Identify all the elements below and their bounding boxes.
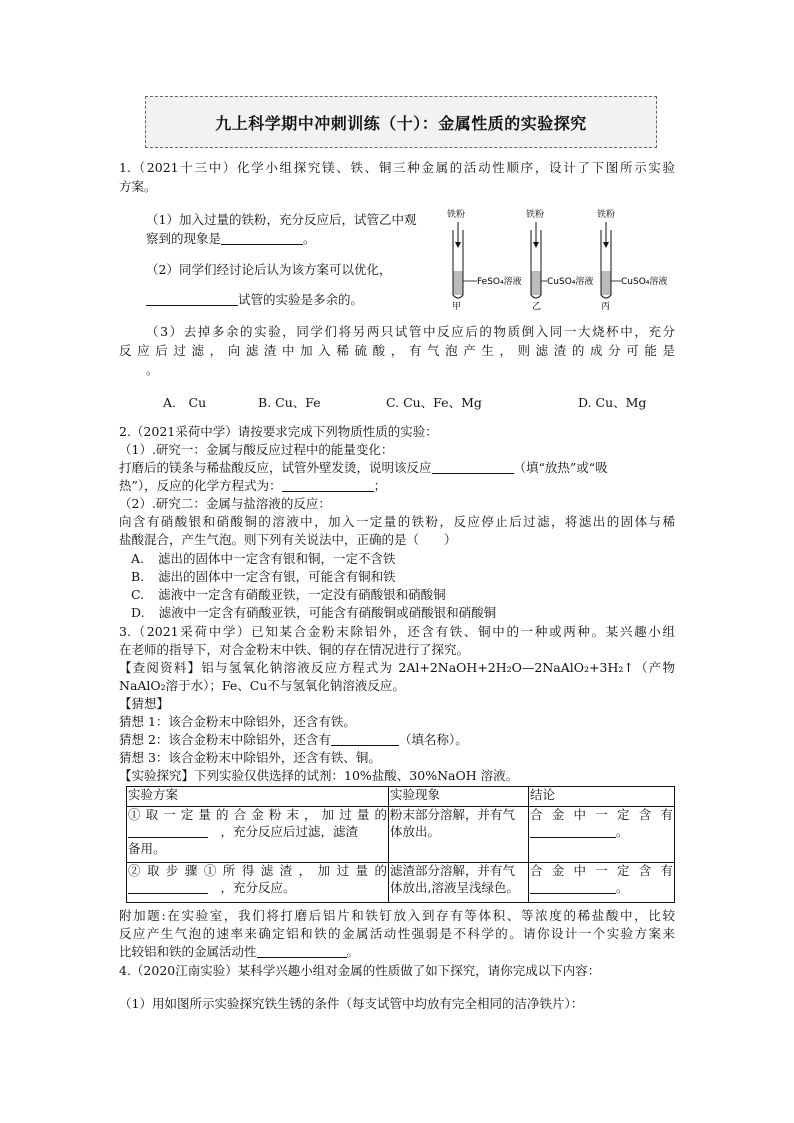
table-header-plan: 实验方案 bbox=[127, 787, 389, 807]
q3-extra-line3: 比较铝和铁的金属活动性 。 bbox=[119, 944, 360, 959]
q3-guess-heading: 【猜想】 bbox=[119, 696, 170, 711]
q3-stem-line2: 在老师的指导下，对合金粉末中铁、铜的存在情况进行了探究。 bbox=[119, 642, 470, 657]
option-a[interactable]: A. Cu bbox=[163, 395, 207, 410]
q4-stem: 4.（2020江南实验）某科学兴趣小组对金属的性质做了如下探究，请你完成以下内容： bbox=[119, 963, 601, 978]
q2-choice-b[interactable]: B. 滤出的固体中一定含有银，可能含有铜和铁 bbox=[131, 569, 396, 584]
table-header-conclusion: 结论 bbox=[529, 787, 675, 807]
page-title-box bbox=[145, 96, 657, 148]
powder-label-jia: 铁粉 bbox=[447, 210, 466, 220]
q3-experiment-table bbox=[126, 786, 675, 903]
solution-label-bing: CuSO₄溶液 bbox=[621, 277, 668, 287]
powder-label-bing: 铁粉 bbox=[597, 210, 616, 220]
tube-yi bbox=[526, 208, 593, 312]
row2-plan: ②取步骤①所得滤渣，加过量的 ，充分反应。 bbox=[127, 863, 389, 903]
table-row bbox=[127, 807, 675, 863]
q2-choice-d[interactable]: D. 滤液中一定含有硝酸亚铁，可能含有硝酸铜或硝酸银和硝酸铜 bbox=[131, 605, 497, 620]
q2-line3: 打磨后的镁条与稀盐酸反应，试管外壁发烫，说明该反应 （填“放热”或“吸 bbox=[119, 460, 608, 475]
q3-info-line2: NaAlO₂溶于水）；Fe、Cu不与氢氧化钠溶液反应。 bbox=[119, 678, 405, 693]
q1-part3-line3: 。 bbox=[146, 362, 159, 377]
q3-guess3: 猜想 3：该合金粉末中除铝外，还含有铁、铜。 bbox=[119, 750, 381, 765]
option-d[interactable]: D. Cu、Mg bbox=[578, 395, 647, 410]
q3-extra-answer-blank[interactable] bbox=[257, 944, 347, 958]
powder-label-yi: 铁粉 bbox=[526, 210, 545, 220]
q3-guess2: 猜想 2：该合金粉末中除铝外，还含有 （填名称）。 bbox=[119, 732, 468, 747]
q1-part3-line2: 反应后过滤，向滤渣中加入稀硫酸，有气泡产生，则滤渣的成分可能是 bbox=[119, 343, 675, 358]
q3-guess1: 猜想 1：该合金粉末中除铝外，还含有铁。 bbox=[119, 714, 356, 729]
q2-choice-a[interactable]: A. 滤出的固体中一定含有银和铜，一定不含铁 bbox=[131, 551, 396, 566]
row1-conclusion-blank[interactable] bbox=[530, 824, 616, 838]
table-header-phenomenon: 实验现象 bbox=[389, 787, 529, 807]
q1-part3-line1: （3）去掉多余的实验，同学们将另两只试管中反应后的物质倒入同一大烧杯中，充分 bbox=[146, 324, 675, 339]
q3-experiment-heading: 【实验探究】下列实验仅供选择的试剂：10%盐酸、30%NaOH 溶液。 bbox=[119, 768, 519, 783]
tube-jia bbox=[447, 208, 522, 312]
option-b[interactable]: B. Cu、Fe bbox=[258, 395, 321, 410]
q4-part1: （1）用如图所示实验探究铁生锈的条件（每支试管中均放有完全相同的洁净铁片）： bbox=[119, 996, 584, 1011]
tube-label-jia: 甲 bbox=[452, 302, 462, 312]
q2-line4: 热”），反应的化学方程式为： ； bbox=[119, 478, 387, 493]
q1-part2-answer-blank[interactable] bbox=[146, 292, 238, 306]
row2-phenomenon: 滤渣部分溶解，并有气 体放出,溶液呈浅绿色。 bbox=[389, 863, 529, 903]
table-row bbox=[127, 863, 675, 903]
tube-bing bbox=[597, 208, 667, 312]
option-c[interactable]: C. Cu、Fe、Mg bbox=[386, 395, 482, 410]
row1-plan: ①取一定量的合金粉末，加过量的 ，充分反应后过滤，滤渣 备用。 bbox=[127, 807, 389, 863]
q2-line7: 盐酸混合，产生气泡。则下列有关说法中，正确的是（ ） bbox=[119, 532, 457, 547]
q3-info-line1: 【查阅资料】铝与氢氧化钠溶液反应方程式为 2Al+2NaOH+2H₂O—2NaAlO₂+3H₂↑（产物 bbox=[119, 660, 675, 675]
q1-part1-answer-blank[interactable] bbox=[221, 231, 303, 245]
q1-part1-line1: （1）加入过量的铁粉，充分反应后，试管乙中观 bbox=[146, 212, 417, 227]
q2-heat-answer-blank[interactable] bbox=[432, 460, 514, 474]
tube-label-bing: 丙 bbox=[601, 302, 611, 312]
q2-stem: 2.（2021采荷中学）请按要求完成下列物质性质的实验： bbox=[119, 424, 438, 439]
q1-options bbox=[0, 393, 794, 411]
q2-equation-answer-blank[interactable] bbox=[282, 478, 374, 492]
q1-stem-line2: 方案。 bbox=[119, 179, 157, 194]
q1-part1-line2: 察到的现象是 。 bbox=[146, 231, 316, 246]
row2-reagent-blank[interactable] bbox=[128, 880, 208, 894]
row1-conclusion: 合金中一定含有 。 bbox=[529, 807, 675, 863]
q3-guess2-answer-blank[interactable] bbox=[331, 732, 399, 746]
q3-stem-line1: 3.（2021采荷中学）已知某合金粉末除铝外，还含有铁、铜中的一种或两种。某兴趣小组 bbox=[119, 624, 675, 639]
q2-choice-c[interactable]: C. 滤液中一定含有硝酸亚铁，一定没有硝酸银和硝酸铜 bbox=[131, 587, 446, 602]
q3-extra-line2: 反应产生气泡的速率来确定铝和铁的金属活动性强弱是不科学的。请你设计一个实验方案来 bbox=[119, 926, 675, 941]
q1-part2-line2: 试管的实验是多余的。 bbox=[146, 292, 363, 308]
q2-line6: 向含有硝酸银和硝酸铜的溶液中，加入一定量的铁粉，反应停止后过滤，将滤出的固体与稀 bbox=[119, 514, 675, 529]
q1-stem-line1: 1.（2021十三中）化学小组探究镁、铁、铜三种金属的活动性顺序，设计了下图所示实验 bbox=[119, 160, 675, 175]
q2-research1: （1）.研究一：金属与酸反应过程中的能量变化： bbox=[119, 442, 394, 457]
q1-part2-line1: （2）同学们经讨论后认为该方案可以优化， bbox=[146, 262, 392, 277]
row1-phenomenon: 粉末部分溶解，并有气 体放出。 bbox=[389, 807, 529, 863]
q1-test-tube-diagram bbox=[443, 205, 675, 313]
row2-conclusion: 合金中一定含有 。 bbox=[529, 863, 675, 903]
q2-research2: （2）.研究二：金属与盐溶液的反应： bbox=[119, 496, 331, 511]
page-title: 九上科学期中冲刺训练（十）：金属性质的实验探究 bbox=[215, 113, 587, 133]
solution-label-yi: CuSO₄溶液 bbox=[547, 277, 594, 287]
tube-label-yi: 乙 bbox=[532, 302, 542, 312]
row1-reagent-blank[interactable] bbox=[128, 824, 208, 838]
q3-extra-line1: 附加题:在实验室，我们将打磨后铝片和铁钉放入到存有等体积、等浓度的稀盐酸中，比较 bbox=[119, 908, 675, 923]
solution-label-jia: FeSO₄溶液 bbox=[477, 277, 522, 287]
row2-conclusion-blank[interactable] bbox=[530, 880, 616, 894]
